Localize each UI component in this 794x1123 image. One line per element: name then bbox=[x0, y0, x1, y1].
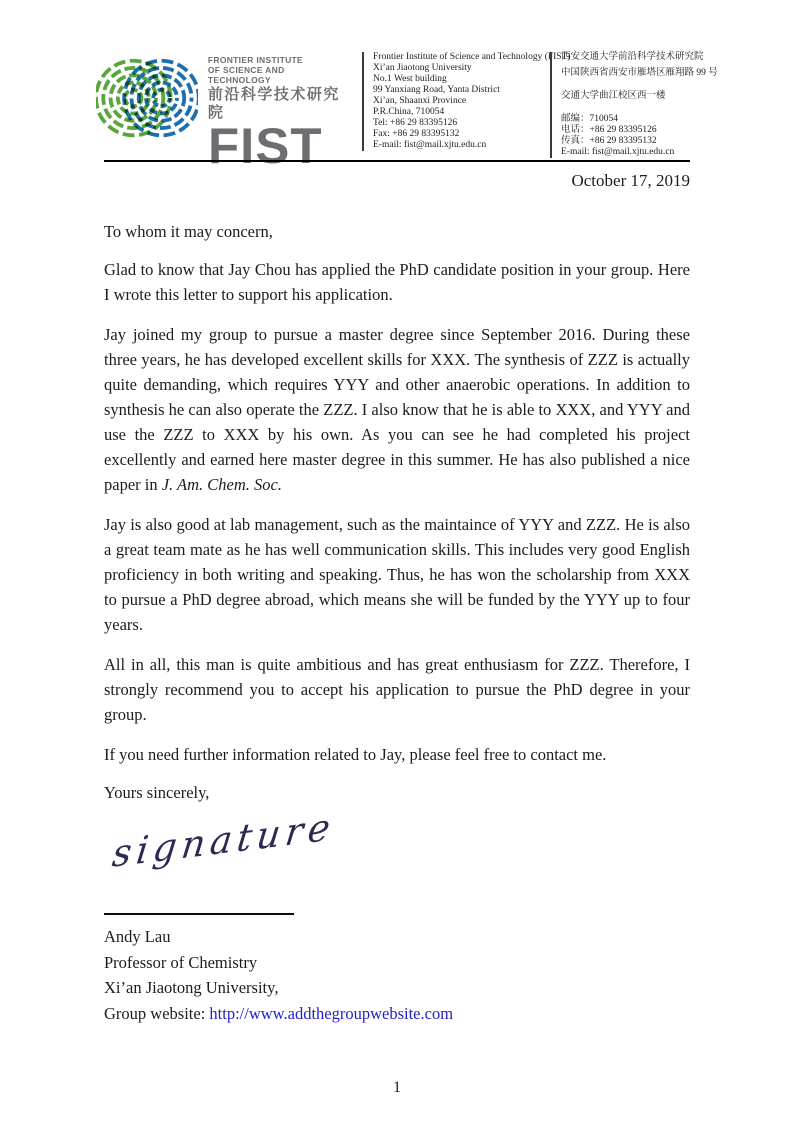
website-label: Group website: bbox=[104, 1003, 210, 1023]
journal-name: J. Am. Chem. Soc. bbox=[161, 475, 282, 494]
paragraph-text: If you need further information related to Jay, please feel free to contact me. bbox=[104, 745, 607, 764]
letter-paragraph bbox=[104, 322, 690, 497]
address-line: Xi’an Jiaotong University bbox=[373, 63, 472, 73]
address-line: 99 Yanxiang Road, Yanta District bbox=[373, 85, 500, 95]
address-line: 交通大学曲江校区西一楼 bbox=[561, 91, 666, 101]
address-line: Fax: +86 29 83395132 bbox=[373, 129, 460, 139]
fist-logo bbox=[96, 52, 343, 174]
fist-logo-text bbox=[207, 55, 343, 174]
salutation: To whom it may concern, bbox=[104, 222, 273, 241]
address-line: 传真：+86 29 83395132 bbox=[561, 136, 657, 146]
logo-name-line1: FRONTIER INSTITUTE bbox=[207, 55, 304, 65]
address-line: Xi’an, Shaanxi Province bbox=[373, 96, 467, 106]
paragraph-text: Jay joined my group to pursue a master degree since September 2016. During these three years, he has developed excellent skills for XXX. The synthesis of ZZZ is actually quite demanding, which requires YYY and other anaerobic operations. In addition to synthesis he can also operate the ZZZ. I also know that he is able to XXX, and YYY and use the ZZZ to XXX by his own. As you can see he had completed his project excellently and earned here master degree in this summer. He has also published a nice paper in bbox=[104, 325, 690, 494]
address-line: E-mail: fist@mail.xjtu.edu.cn bbox=[561, 147, 675, 157]
signature-handwriting: signature bbox=[110, 804, 338, 876]
address-line: 邮编：710054 bbox=[561, 114, 619, 124]
logo-wordmark: FIST bbox=[207, 118, 323, 174]
address-line: Frontier Institute of Science and Technology (FIST) bbox=[373, 52, 571, 62]
paragraph-text: All in all, this man is quite ambitious and has great enthusiasm for ZZZ. Therefore, I strongly recommend you to accept his application to pursue the PhD degree in your group. bbox=[104, 655, 690, 724]
letter-paragraph bbox=[104, 512, 690, 637]
signature-line bbox=[104, 913, 294, 915]
address-line: 电话：+86 29 83395126 bbox=[561, 125, 657, 135]
closing: Yours sincerely, bbox=[104, 783, 210, 802]
letterhead bbox=[96, 52, 718, 174]
signoff-block bbox=[104, 924, 690, 1026]
group-website-link[interactable]: http://www.addthegroupwebsite.com bbox=[209, 1003, 454, 1023]
paragraph-text: Glad to know that Jay Chou has applied the PhD candidate position in your group. Here I wrote this letter to support his application. bbox=[104, 260, 690, 304]
address-line: Tel: +86 29 83395126 bbox=[373, 118, 458, 128]
letter-paragraph bbox=[104, 257, 690, 307]
address-block-chinese bbox=[550, 52, 718, 158]
letter-paragraph bbox=[104, 742, 690, 767]
page-number: 1 bbox=[393, 1079, 401, 1096]
address-line: 西安交通大学前沿科学技术研究院 bbox=[561, 52, 704, 62]
signoff-name: Andy Lau bbox=[104, 927, 171, 946]
address-line: P.R.China, 710054 bbox=[373, 107, 445, 117]
letter-date: October 17, 2019 bbox=[571, 171, 690, 190]
paragraph-text: Jay is also good at lab management, such as the maintaince of YYY and ZZZ. He is also a great team mate as he has well communication skills. This includes very good English proficiency in both writing and speaking. Thus, he has won the scholarship from XXX to pursue a PhD degree abroad, which means she will be funded by the YYY up to four years. bbox=[104, 515, 690, 634]
fist-logo-icon bbox=[96, 52, 198, 145]
logo-name-chinese: 前沿科学技术研究院 bbox=[207, 86, 340, 121]
address-line: 中国陕西省西安市雁塔区雁翔路 99 号 bbox=[561, 68, 718, 78]
letter-content bbox=[104, 160, 690, 1026]
letter-paragraph bbox=[104, 652, 690, 727]
letterhead-divider bbox=[104, 160, 690, 162]
address-block-english bbox=[362, 52, 571, 151]
signoff-university: Xi’an Jiaotong University, bbox=[104, 978, 279, 997]
logo-name-line2: OF SCIENCE AND TECHNOLOGY bbox=[207, 65, 285, 85]
signoff-title: Professor of Chemistry bbox=[104, 952, 258, 972]
signature-image bbox=[104, 804, 690, 905]
address-line: E-mail: fist@mail.xjtu.edu.cn bbox=[373, 140, 487, 150]
address-line: No.1 West building bbox=[373, 74, 447, 84]
signoff-website-line bbox=[104, 1001, 690, 1027]
